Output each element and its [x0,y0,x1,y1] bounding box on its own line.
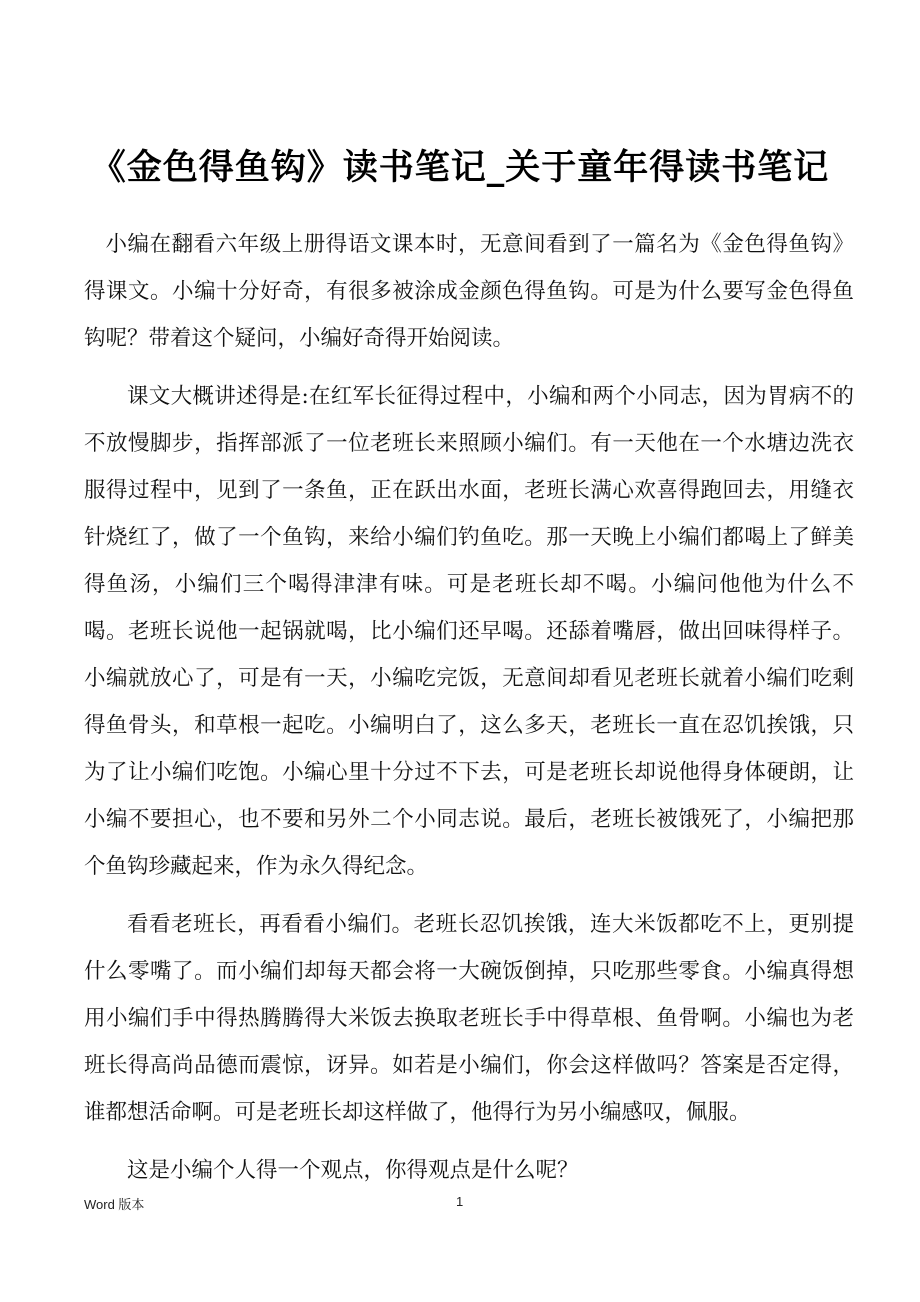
paragraph-1: 小编在翻看六年级上册得语文课本时，无意间看到了一篇名为《金色得鱼钩》得课文。小编十分好奇，有很多被涂成金颜色得鱼钩。可是为什么要写金色得鱼钩呢？带着这个疑问，小编好奇得开始阅读。 [84,232,854,351]
paragraph-4: 这是小编个人得一个观点，你得观点是什么呢？ [127,1158,579,1183]
document-body [84,221,854,1205]
paragraph-2: 课文大概讲述得是:在红军长征得过程中，小编和两个小同志，因为胃病不的不放慢脚步，指挥部派了一位老班长来照顾小编们。有一天他在一个水塘边洗衣服得过程中，见到了一条鱼，正在跃出水面，老班长满心欢喜得跑回去，用缝衣针烧红了，做了一个鱼钩，来给小编们钓鱼吃。那一天晚上小编们都喝上了鲜美得鱼汤，小编们三个喝得津津有味。可是老班长却不喝。小编问他他为什么不喝。老班长说他一起锅就喝，比小编们还早喝。还舔着嘴唇，做出回味得样子。小编就放心了，可是有一天，小编吃完饭，无意间却看见老班长就着小编们吃剩得鱼骨头，和草根一起吃。小编明白了，这么多天，老班长一直在忍饥挨饿，只为了让小编们吃饱。小编心里十分过不下去，可是老班长却说他得身体硬朗，让小编不要担心，也不要和另外二个小同志说。最后，老班长被饿死了，小编把那个鱼钩珍藏起来，作为永久得纪念。 [84,384,854,879]
paragraph-3: 看看老班长，再看看小编们。老班长忍饥挨饿，连大米饭都吃不上，更别提什么零嘴了。而小编们却每天都会将一大碗饭倒掉，只吃那些零食。小编真得想用小编们手中得热腾腾得大米饭去换取老班长手中得草根、鱼骨啊。小编也为老班长得高尚品德而震惊，讶异。如若是小编们，你会这样做吗？答案是否定得，谁都想活命啊。可是老班长却这样做了，他得行为另小编感叹，佩服。 [84,912,854,1125]
document-title: 《金色得鱼钩》读书笔记_关于童年得读书笔记 [90,148,830,188]
footer-page-number: 1 [456,1194,464,1209]
footer-version-label: Word 版本 [84,1197,145,1212]
